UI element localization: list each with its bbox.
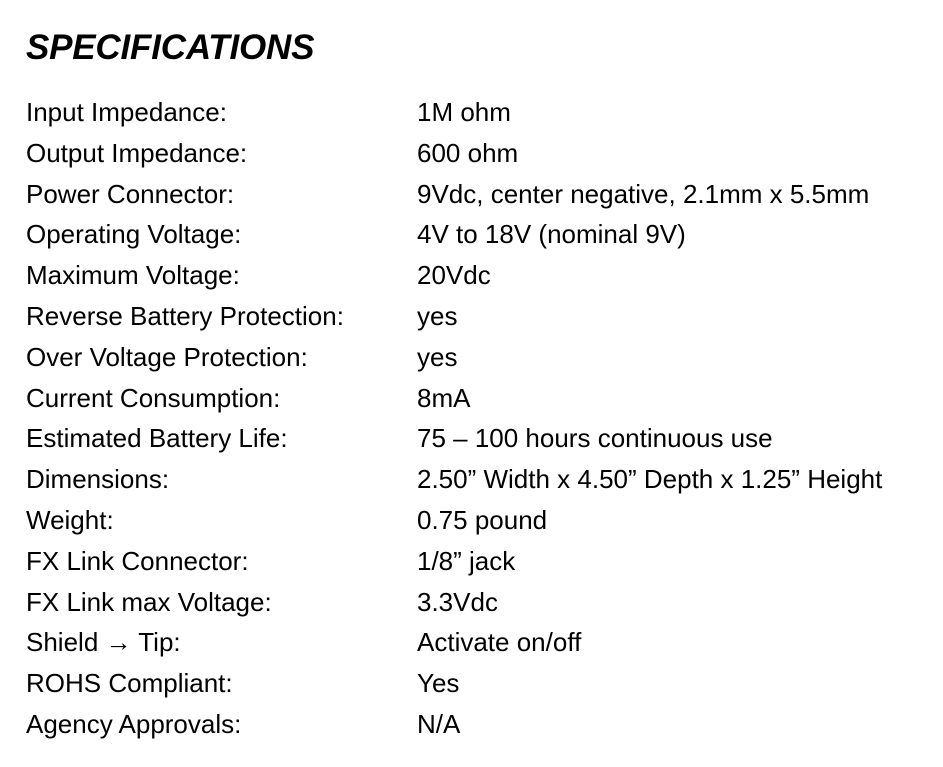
spec-label: ROHS Compliant: [26,668,233,699]
spec-row-operating-voltage [26,214,926,255]
spec-value: 1/8” jack [417,545,516,576]
spec-row-rohs-compliant [26,663,926,704]
page-title: SPECIFICATIONS [26,28,315,67]
spec-row-input-impedance [26,92,926,133]
spec-row-agency-approvals [26,704,926,745]
spec-value: Activate on/off [417,627,582,658]
spec-label: Maximum Voltage: [26,260,240,291]
spec-label: Agency Approvals: [26,708,242,739]
spec-label: Operating Voltage: [26,219,242,250]
spec-value: 4V to 18V (nominal 9V) [417,219,686,250]
spec-row-dimensions [26,459,926,500]
spec-row-estimated-battery-life [26,418,926,459]
spec-label: Weight: [26,504,114,535]
spec-row-shield-tip [26,622,926,663]
spec-row-weight [26,500,926,541]
spec-label: Current Consumption: [26,382,281,413]
spec-row-maximum-voltage [26,255,926,296]
spec-value: 8mA [417,382,471,413]
spec-value: N/A [417,708,461,739]
spec-label: FX Link Connector: [26,545,249,576]
spec-label: Estimated Battery Life: [26,423,288,454]
spec-row-over-voltage-protection [26,337,926,378]
spec-row-output-impedance [26,133,926,174]
specifications-table [26,92,926,745]
spec-value: 2.50” Width x 4.50” Depth x 1.25” Height [417,464,883,495]
spec-label: Shield → Tip: [26,627,181,658]
spec-label: Reverse Battery Protection: [26,300,344,331]
spec-label: FX Link max Voltage: [26,586,272,617]
spec-row-fx-link-connector [26,541,926,582]
spec-row-current-consumption [26,378,926,419]
spec-label: Output Impedance: [26,137,248,168]
spec-label: Dimensions: [26,464,170,495]
spec-row-reverse-battery-protection [26,296,926,337]
spec-value: yes [417,341,458,372]
spec-label: Input Impedance: [26,97,227,127]
spec-label: Power Connector: [26,178,235,209]
spec-value: 600 ohm [417,137,519,168]
spec-row-fx-link-max-voltage [26,582,926,623]
spec-value: 0.75 pound [417,504,548,535]
spec-label: Over Voltage Protection: [26,341,308,372]
spec-value: 20Vdc [417,260,491,291]
spec-value: 75 – 100 hours continuous use [417,423,773,454]
spec-value: 9Vdc, center negative, 2.1mm x 5.5mm [417,178,870,209]
spec-value: yes [417,300,458,331]
spec-value: 1M ohm [417,97,511,127]
spec-value: 3.3Vdc [417,586,498,617]
spec-value: Yes [417,668,460,699]
spec-row-power-connector [26,174,926,215]
